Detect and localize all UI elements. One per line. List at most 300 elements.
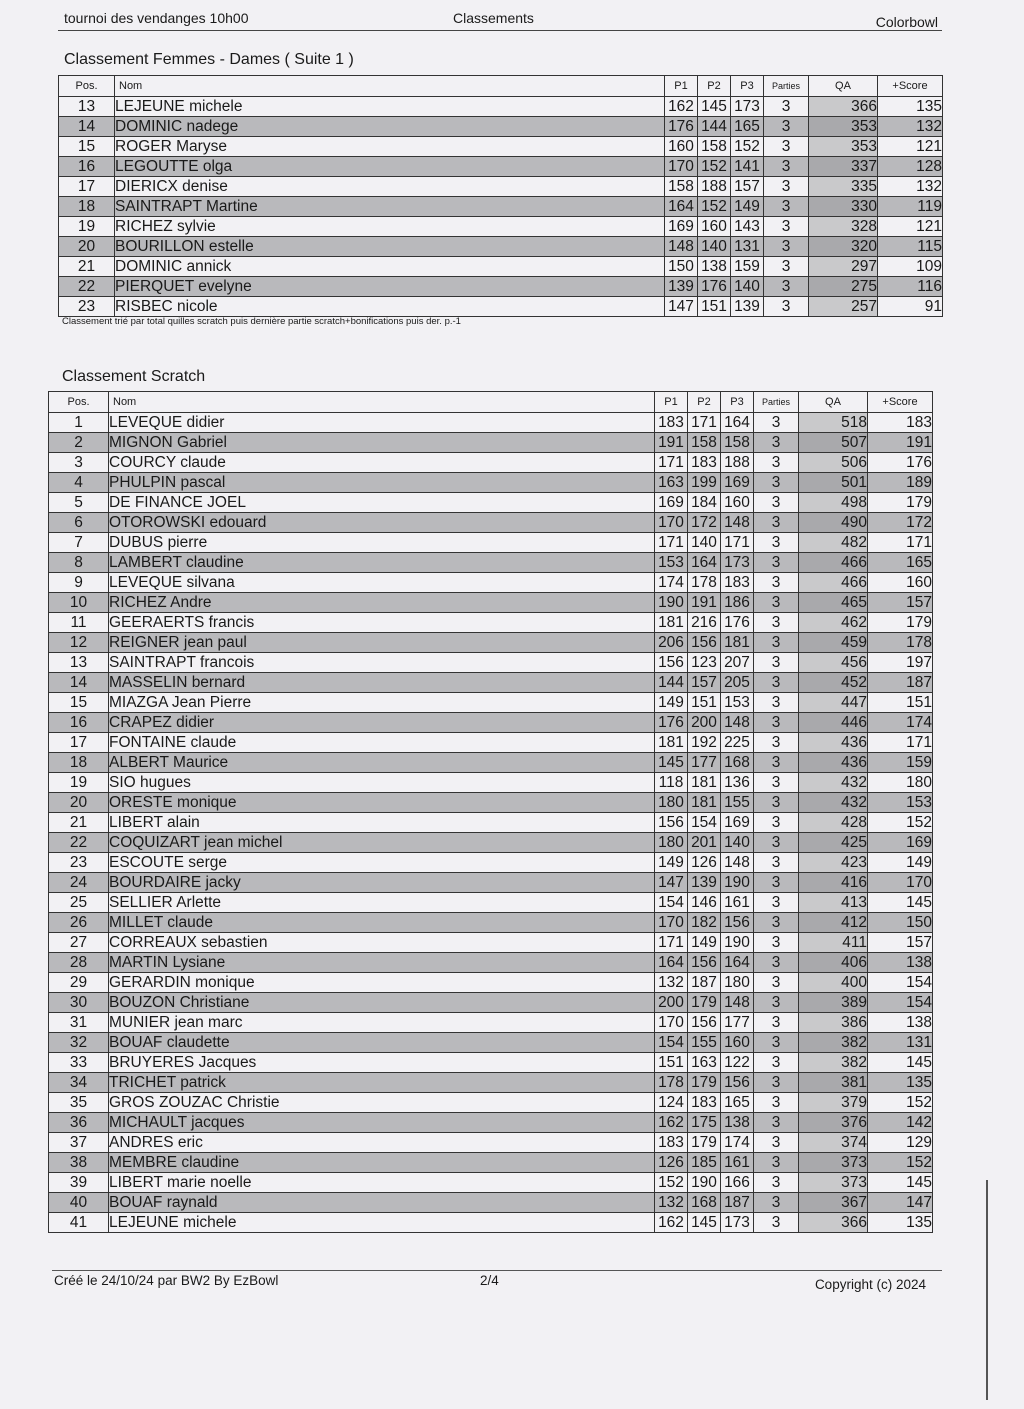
cell-p3: 183 <box>721 573 754 593</box>
cell-p2: 172 <box>688 513 721 533</box>
cell-score: 154 <box>868 993 933 1013</box>
cell-score: 129 <box>868 1133 933 1153</box>
cell-qa: 379 <box>799 1093 868 1113</box>
cell-p3: 155 <box>721 793 754 813</box>
table-row <box>49 813 933 833</box>
table-row <box>49 593 933 613</box>
cell-parties: 3 <box>754 913 799 933</box>
cell-score: 165 <box>868 553 933 573</box>
cell-name: MEMBRE claudine <box>109 1153 655 1173</box>
table-row <box>49 1033 933 1053</box>
table-row <box>49 1053 933 1073</box>
cell-p3: 143 <box>731 217 764 237</box>
cell-name: FONTAINE claude <box>109 733 655 753</box>
cell-qa: 376 <box>799 1113 868 1133</box>
cell-pos: 26 <box>49 913 109 933</box>
cell-p1: 154 <box>655 893 688 913</box>
cell-pos: 23 <box>49 853 109 873</box>
cell-p3: 171 <box>721 533 754 553</box>
cell-p3: 174 <box>721 1133 754 1153</box>
cell-pos: 28 <box>49 953 109 973</box>
table-row <box>49 1213 933 1233</box>
table-row <box>49 713 933 733</box>
table-row <box>59 277 943 297</box>
cell-qa: 389 <box>799 993 868 1013</box>
table-row <box>59 237 943 257</box>
cell-p2: 156 <box>688 953 721 973</box>
cell-pos: 21 <box>59 257 115 277</box>
cell-qa: 466 <box>799 573 868 593</box>
cell-name: SELLIER Arlette <box>109 893 655 913</box>
cell-parties: 3 <box>754 773 799 793</box>
cell-name: LEVEQUE didier <box>109 413 655 433</box>
cell-p1: 180 <box>655 833 688 853</box>
cell-parties: 3 <box>754 673 799 693</box>
cell-pos: 32 <box>49 1033 109 1053</box>
col-parties: Parties <box>764 76 809 97</box>
cell-parties: 3 <box>754 1133 799 1153</box>
col-pos: Pos. <box>49 392 109 413</box>
cell-p2: 184 <box>688 493 721 513</box>
cell-score: 109 <box>878 257 943 277</box>
cell-p2: 176 <box>698 277 731 297</box>
cell-p3: 187 <box>721 1193 754 1213</box>
cell-name: DIERICX denise <box>115 177 665 197</box>
cell-score: 91 <box>878 297 943 317</box>
cell-p3: 148 <box>721 993 754 1013</box>
cell-qa: 447 <box>799 693 868 713</box>
cell-name: BOURDAIRE jacky <box>109 873 655 893</box>
col-qa: QA <box>809 76 878 97</box>
cell-p1: 170 <box>655 1013 688 1033</box>
cell-pos: 16 <box>49 713 109 733</box>
cell-p2: 185 <box>688 1153 721 1173</box>
cell-score: 135 <box>868 1213 933 1233</box>
cell-p2: 145 <box>698 97 731 117</box>
cell-pos: 37 <box>49 1133 109 1153</box>
cell-qa: 412 <box>799 913 868 933</box>
cell-p1: 169 <box>665 217 698 237</box>
cell-name: MIAZGA Jean Pierre <box>109 693 655 713</box>
cell-parties: 3 <box>754 833 799 853</box>
cell-score: 191 <box>868 433 933 453</box>
cell-parties: 3 <box>764 97 809 117</box>
cell-name: SAINTRAPT francois <box>109 653 655 673</box>
cell-p1: 170 <box>665 157 698 177</box>
table-row <box>59 137 943 157</box>
scratch-ranking-table <box>48 391 933 1233</box>
cell-p1: 170 <box>655 513 688 533</box>
cell-score: 169 <box>868 833 933 853</box>
cell-p3: 225 <box>721 733 754 753</box>
cell-qa: 366 <box>799 1213 868 1233</box>
cell-score: 115 <box>878 237 943 257</box>
cell-parties: 3 <box>754 1153 799 1173</box>
cell-p2: 146 <box>688 893 721 913</box>
cell-pos: 39 <box>49 1173 109 1193</box>
cell-pos: 16 <box>59 157 115 177</box>
cell-parties: 3 <box>754 513 799 533</box>
cell-name: DOMINIC annick <box>115 257 665 277</box>
table-row <box>49 773 933 793</box>
cell-name: MUNIER jean marc <box>109 1013 655 1033</box>
cell-parties: 3 <box>754 933 799 953</box>
cell-name: ALBERT Maurice <box>109 753 655 773</box>
cell-score: 119 <box>878 197 943 217</box>
cell-name: BOUAF claudette <box>109 1033 655 1053</box>
cell-name: RICHEZ Andre <box>109 593 655 613</box>
cell-pos: 20 <box>59 237 115 257</box>
table-row <box>49 493 933 513</box>
cell-p2: 177 <box>688 753 721 773</box>
cell-parties: 3 <box>754 793 799 813</box>
cell-p2: 156 <box>688 633 721 653</box>
copyright: Copyright (c) 2024 <box>814 1277 926 1292</box>
cell-p2: 123 <box>688 653 721 673</box>
cell-name: DUBUS pierre <box>109 533 655 553</box>
cell-p1: 171 <box>655 453 688 473</box>
cell-score: 131 <box>868 1033 933 1053</box>
cell-pos: 19 <box>49 773 109 793</box>
cell-score: 154 <box>868 973 933 993</box>
cell-qa: 320 <box>809 237 878 257</box>
cell-pos: 10 <box>49 593 109 613</box>
cell-p3: 141 <box>731 157 764 177</box>
cell-name: CORREAUX sebastien <box>109 933 655 953</box>
cell-name: CRAPEZ didier <box>109 713 655 733</box>
col-p1: P1 <box>665 76 698 97</box>
venue-name: Colorbowl <box>875 14 938 30</box>
cell-p1: 200 <box>655 993 688 1013</box>
cell-pos: 23 <box>59 297 115 317</box>
cell-p2: 171 <box>688 413 721 433</box>
cell-parties: 3 <box>754 1073 799 1093</box>
cell-p3: 161 <box>721 1153 754 1173</box>
cell-qa: 518 <box>799 413 868 433</box>
col-p1: P1 <box>655 392 688 413</box>
cell-p2: 168 <box>688 1193 721 1213</box>
cell-p3: 138 <box>721 1113 754 1133</box>
table-row <box>49 913 933 933</box>
cell-p2: 183 <box>688 453 721 473</box>
cell-p1: 147 <box>655 873 688 893</box>
cell-qa: 353 <box>809 137 878 157</box>
cell-p3: 186 <box>721 593 754 613</box>
cell-pos: 4 <box>49 473 109 493</box>
cell-p2: 163 <box>688 1053 721 1073</box>
cell-p1: 190 <box>655 593 688 613</box>
cell-parties: 3 <box>754 493 799 513</box>
cell-qa: 436 <box>799 733 868 753</box>
cell-p3: 160 <box>721 1033 754 1053</box>
cell-name: BOURILLON estelle <box>115 237 665 257</box>
cell-score: 171 <box>868 733 933 753</box>
cell-p3: 161 <box>721 893 754 913</box>
cell-pos: 31 <box>49 1013 109 1033</box>
cell-name: DOMINIC nadege <box>115 117 665 137</box>
cell-p2: 155 <box>688 1033 721 1053</box>
cell-p1: 153 <box>655 553 688 573</box>
cell-qa: 382 <box>799 1033 868 1053</box>
cell-p1: 156 <box>655 653 688 673</box>
cell-name: MARTIN Lysiane <box>109 953 655 973</box>
cell-qa: 337 <box>809 157 878 177</box>
cell-p1: 183 <box>655 1133 688 1153</box>
cell-pos: 25 <box>49 893 109 913</box>
cell-name: ORESTE monique <box>109 793 655 813</box>
cell-pos: 29 <box>49 973 109 993</box>
cell-name: COQUIZART jean michel <box>109 833 655 853</box>
cell-p3: 152 <box>731 137 764 157</box>
cell-p1: 132 <box>655 973 688 993</box>
table-row <box>59 217 943 237</box>
cell-name: MILLET claude <box>109 913 655 933</box>
cell-p1: 181 <box>655 733 688 753</box>
cell-p2: 151 <box>688 693 721 713</box>
cell-qa: 452 <box>799 673 868 693</box>
cell-p1: 163 <box>655 473 688 493</box>
cell-p3: 169 <box>721 473 754 493</box>
table-row <box>49 933 933 953</box>
cell-qa: 374 <box>799 1133 868 1153</box>
cell-pos: 2 <box>49 433 109 453</box>
cell-p2: 138 <box>698 257 731 277</box>
created-info: Créé le 24/10/24 par BW2 By EzBowl <box>54 1273 279 1288</box>
cell-score: 170 <box>868 873 933 893</box>
table-row <box>49 673 933 693</box>
cell-p3: 188 <box>721 453 754 473</box>
cell-p2: 152 <box>698 197 731 217</box>
cell-name: MASSELIN bernard <box>109 673 655 693</box>
cell-p2: 181 <box>688 773 721 793</box>
cell-score: 152 <box>868 1093 933 1113</box>
cell-name: PIERQUET evelyne <box>115 277 665 297</box>
cell-p3: 148 <box>721 513 754 533</box>
cell-score: 159 <box>868 753 933 773</box>
cell-qa: 423 <box>799 853 868 873</box>
table-row <box>59 197 943 217</box>
table-row <box>49 413 933 433</box>
cell-parties: 3 <box>754 813 799 833</box>
cell-name: ANDRES eric <box>109 1133 655 1153</box>
cell-p1: 162 <box>665 97 698 117</box>
cell-name: BOUZON Christiane <box>109 993 655 1013</box>
cell-p3: 177 <box>721 1013 754 1033</box>
cell-p3: 131 <box>731 237 764 257</box>
cell-p3: 140 <box>731 277 764 297</box>
cell-name: COURCY claude <box>109 453 655 473</box>
cell-score: 172 <box>868 513 933 533</box>
cell-pos: 1 <box>49 413 109 433</box>
cell-p3: 164 <box>721 413 754 433</box>
col-score: +Score <box>878 76 943 97</box>
cell-qa: 406 <box>799 953 868 973</box>
cell-score: 145 <box>868 1173 933 1193</box>
cell-p1: 176 <box>655 713 688 733</box>
cell-qa: 466 <box>799 553 868 573</box>
cell-pos: 41 <box>49 1213 109 1233</box>
cell-parties: 3 <box>754 1193 799 1213</box>
cell-name: PHULPIN pascal <box>109 473 655 493</box>
cell-name: BRUYERES Jacques <box>109 1053 655 1073</box>
table-header-row <box>49 392 933 413</box>
table-row <box>49 473 933 493</box>
cell-name: OTOROWSKI edouard <box>109 513 655 533</box>
cell-p3: 207 <box>721 653 754 673</box>
cell-score: 135 <box>878 97 943 117</box>
cell-p3: 205 <box>721 673 754 693</box>
cell-p2: 179 <box>688 993 721 1013</box>
cell-p1: 144 <box>655 673 688 693</box>
cell-pos: 27 <box>49 933 109 953</box>
col-p2: P2 <box>698 76 731 97</box>
cell-p2: 158 <box>698 137 731 157</box>
cell-qa: 297 <box>809 257 878 277</box>
cell-qa: 400 <box>799 973 868 993</box>
cell-qa: 428 <box>799 813 868 833</box>
cell-qa: 386 <box>799 1013 868 1033</box>
cell-parties: 3 <box>754 1053 799 1073</box>
cell-pos: 38 <box>49 1153 109 1173</box>
table-row <box>49 973 933 993</box>
cell-p1: 156 <box>655 813 688 833</box>
cell-p1: 149 <box>655 853 688 873</box>
table-row <box>49 433 933 453</box>
cell-p2: 164 <box>688 553 721 573</box>
cell-qa: 425 <box>799 833 868 853</box>
cell-p2: 179 <box>688 1133 721 1153</box>
cell-score: 128 <box>878 157 943 177</box>
cell-parties: 3 <box>764 117 809 137</box>
cell-score: 179 <box>868 613 933 633</box>
cell-score: 150 <box>868 913 933 933</box>
table-row <box>49 573 933 593</box>
cell-parties: 3 <box>754 973 799 993</box>
cell-parties: 3 <box>754 1113 799 1133</box>
cell-name: GERARDIN monique <box>109 973 655 993</box>
cell-p3: 173 <box>721 1213 754 1233</box>
table-row <box>49 1113 933 1133</box>
table-row <box>49 853 933 873</box>
cell-qa: 366 <box>809 97 878 117</box>
cell-p1: 160 <box>665 137 698 157</box>
cell-name: SIO hugues <box>109 773 655 793</box>
cell-p3: 122 <box>721 1053 754 1073</box>
cell-name: MIGNON Gabriel <box>109 433 655 453</box>
table-row <box>59 257 943 277</box>
cell-p3: 164 <box>721 953 754 973</box>
cell-qa: 257 <box>809 297 878 317</box>
table-row <box>49 533 933 553</box>
cell-qa: 490 <box>799 513 868 533</box>
table-row <box>49 693 933 713</box>
cell-p2: 200 <box>688 713 721 733</box>
cell-score: 157 <box>868 593 933 613</box>
cell-pos: 30 <box>49 993 109 1013</box>
cell-pos: 22 <box>49 833 109 853</box>
cell-qa: 507 <box>799 433 868 453</box>
col-nom: Nom <box>115 76 665 97</box>
cell-parties: 3 <box>754 713 799 733</box>
cell-p2: 199 <box>688 473 721 493</box>
cell-name: MICHAULT jacques <box>109 1113 655 1133</box>
table-row <box>49 1193 933 1213</box>
table-row <box>49 513 933 533</box>
cell-p2: 181 <box>688 793 721 813</box>
cell-p1: 151 <box>655 1053 688 1073</box>
col-parties: Parties <box>754 392 799 413</box>
cell-qa: 498 <box>799 493 868 513</box>
cell-parties: 3 <box>764 197 809 217</box>
cell-qa: 432 <box>799 793 868 813</box>
cell-p2: 140 <box>688 533 721 553</box>
cell-pos: 18 <box>49 753 109 773</box>
cell-qa: 373 <box>799 1153 868 1173</box>
cell-p2: 144 <box>698 117 731 137</box>
women-section-title: Classement Femmes - Dames ( Suite 1 ) <box>64 51 354 68</box>
cell-parties: 3 <box>754 593 799 613</box>
table-row <box>49 953 933 973</box>
cell-qa: 382 <box>799 1053 868 1073</box>
cell-p1: 183 <box>655 413 688 433</box>
cell-name: ROGER Maryse <box>115 137 665 157</box>
cell-p1: 147 <box>665 297 698 317</box>
cell-p3: 165 <box>731 117 764 137</box>
cell-qa: 275 <box>809 277 878 297</box>
cell-score: 147 <box>868 1193 933 1213</box>
cell-score: 142 <box>868 1113 933 1133</box>
cell-p3: 148 <box>721 853 754 873</box>
cell-score: 151 <box>868 693 933 713</box>
cell-score: 171 <box>868 533 933 553</box>
page-number: 2/4 <box>480 1273 499 1288</box>
cell-pos: 6 <box>49 513 109 533</box>
cell-score: 145 <box>868 893 933 913</box>
cell-parties: 3 <box>754 633 799 653</box>
cell-p1: 162 <box>655 1113 688 1133</box>
col-p3: P3 <box>721 392 754 413</box>
cell-p1: 126 <box>655 1153 688 1173</box>
cell-parties: 3 <box>754 653 799 673</box>
cell-parties: 3 <box>754 853 799 873</box>
cell-parties: 3 <box>764 297 809 317</box>
cell-name: LEVEQUE silvana <box>109 573 655 593</box>
cell-pos: 11 <box>49 613 109 633</box>
table-row <box>49 793 933 813</box>
page-header <box>58 10 942 31</box>
cell-name: RICHEZ sylvie <box>115 217 665 237</box>
cell-qa: 381 <box>799 1073 868 1093</box>
cell-pos: 7 <box>49 533 109 553</box>
cell-p2: 139 <box>688 873 721 893</box>
cell-score: 157 <box>868 933 933 953</box>
cell-p3: 180 <box>721 973 754 993</box>
cell-qa: 482 <box>799 533 868 553</box>
cell-pos: 18 <box>59 197 115 217</box>
table-row <box>49 893 933 913</box>
cell-p3: 158 <box>721 433 754 453</box>
cell-parties: 3 <box>754 533 799 553</box>
cell-p2: 157 <box>688 673 721 693</box>
table-row <box>49 613 933 633</box>
cell-score: 178 <box>868 633 933 653</box>
cell-p1: 176 <box>665 117 698 137</box>
cell-qa: 462 <box>799 613 868 633</box>
cell-pos: 35 <box>49 1093 109 1113</box>
cell-p2: 156 <box>688 1013 721 1033</box>
col-p2: P2 <box>688 392 721 413</box>
cell-p2: 175 <box>688 1113 721 1133</box>
